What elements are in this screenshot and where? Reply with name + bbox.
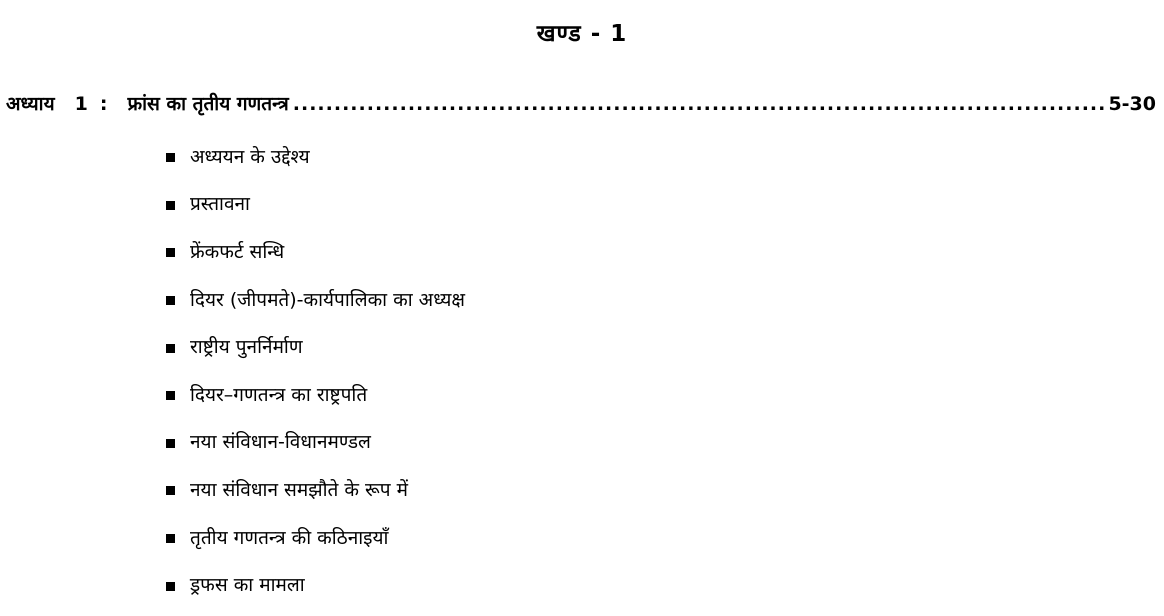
dot-leader xyxy=(293,93,1105,115)
square-bullet-icon xyxy=(166,534,175,543)
topic-item xyxy=(166,132,465,180)
topic-text: दियर (जीपमते)-कार्यपालिका का अध्यक्ष xyxy=(190,288,465,311)
topic-text: अध्ययन के उद्देश्य xyxy=(190,145,310,168)
topic-item xyxy=(166,418,465,466)
square-bullet-icon xyxy=(166,153,175,162)
topic-text: नया संविधान-विधानमण्डल xyxy=(190,431,371,454)
square-bullet-icon xyxy=(166,486,175,495)
chapter-page-range: 5-30 xyxy=(1108,93,1156,115)
topic-item xyxy=(166,322,465,370)
topic-item xyxy=(166,227,465,275)
chapter-entry xyxy=(6,90,1156,116)
square-bullet-icon xyxy=(166,201,175,210)
topic-text: दियर–गणतन्त्र का राष्ट्रपति xyxy=(190,383,368,406)
topic-item xyxy=(166,275,465,323)
topic-text: नया संविधान समझौते के रूप में xyxy=(190,478,408,501)
chapter-label: अध्याय xyxy=(6,93,55,115)
topic-item xyxy=(166,370,465,418)
section-heading: खण्ड - 1 xyxy=(536,21,628,47)
chapter-number: 1 xyxy=(74,93,88,115)
square-bullet-icon xyxy=(166,391,175,400)
square-bullet-icon xyxy=(166,439,175,448)
topic-item xyxy=(166,560,465,608)
square-bullet-icon xyxy=(166,344,175,353)
square-bullet-icon xyxy=(166,296,175,305)
topic-item xyxy=(166,465,465,513)
topic-list xyxy=(166,132,465,608)
topic-item xyxy=(166,180,465,228)
topic-text: तृतीय गणतन्त्र की कठिनाइयाँ xyxy=(190,526,389,549)
square-bullet-icon xyxy=(166,248,175,257)
topic-text: ड्रफस का मामला xyxy=(190,574,305,597)
square-bullet-icon xyxy=(166,582,175,591)
topic-text: प्रस्तावना xyxy=(190,193,250,216)
topic-text: राष्ट्रीय पुनर्निर्माण xyxy=(190,336,303,359)
chapter-title: फ्रांस का तृतीय गणतन्त्र xyxy=(127,93,289,115)
topic-item xyxy=(166,513,465,561)
topic-text: फ्रेंकफर्ट सन्धि xyxy=(190,240,285,263)
chapter-separator: : xyxy=(99,93,108,115)
